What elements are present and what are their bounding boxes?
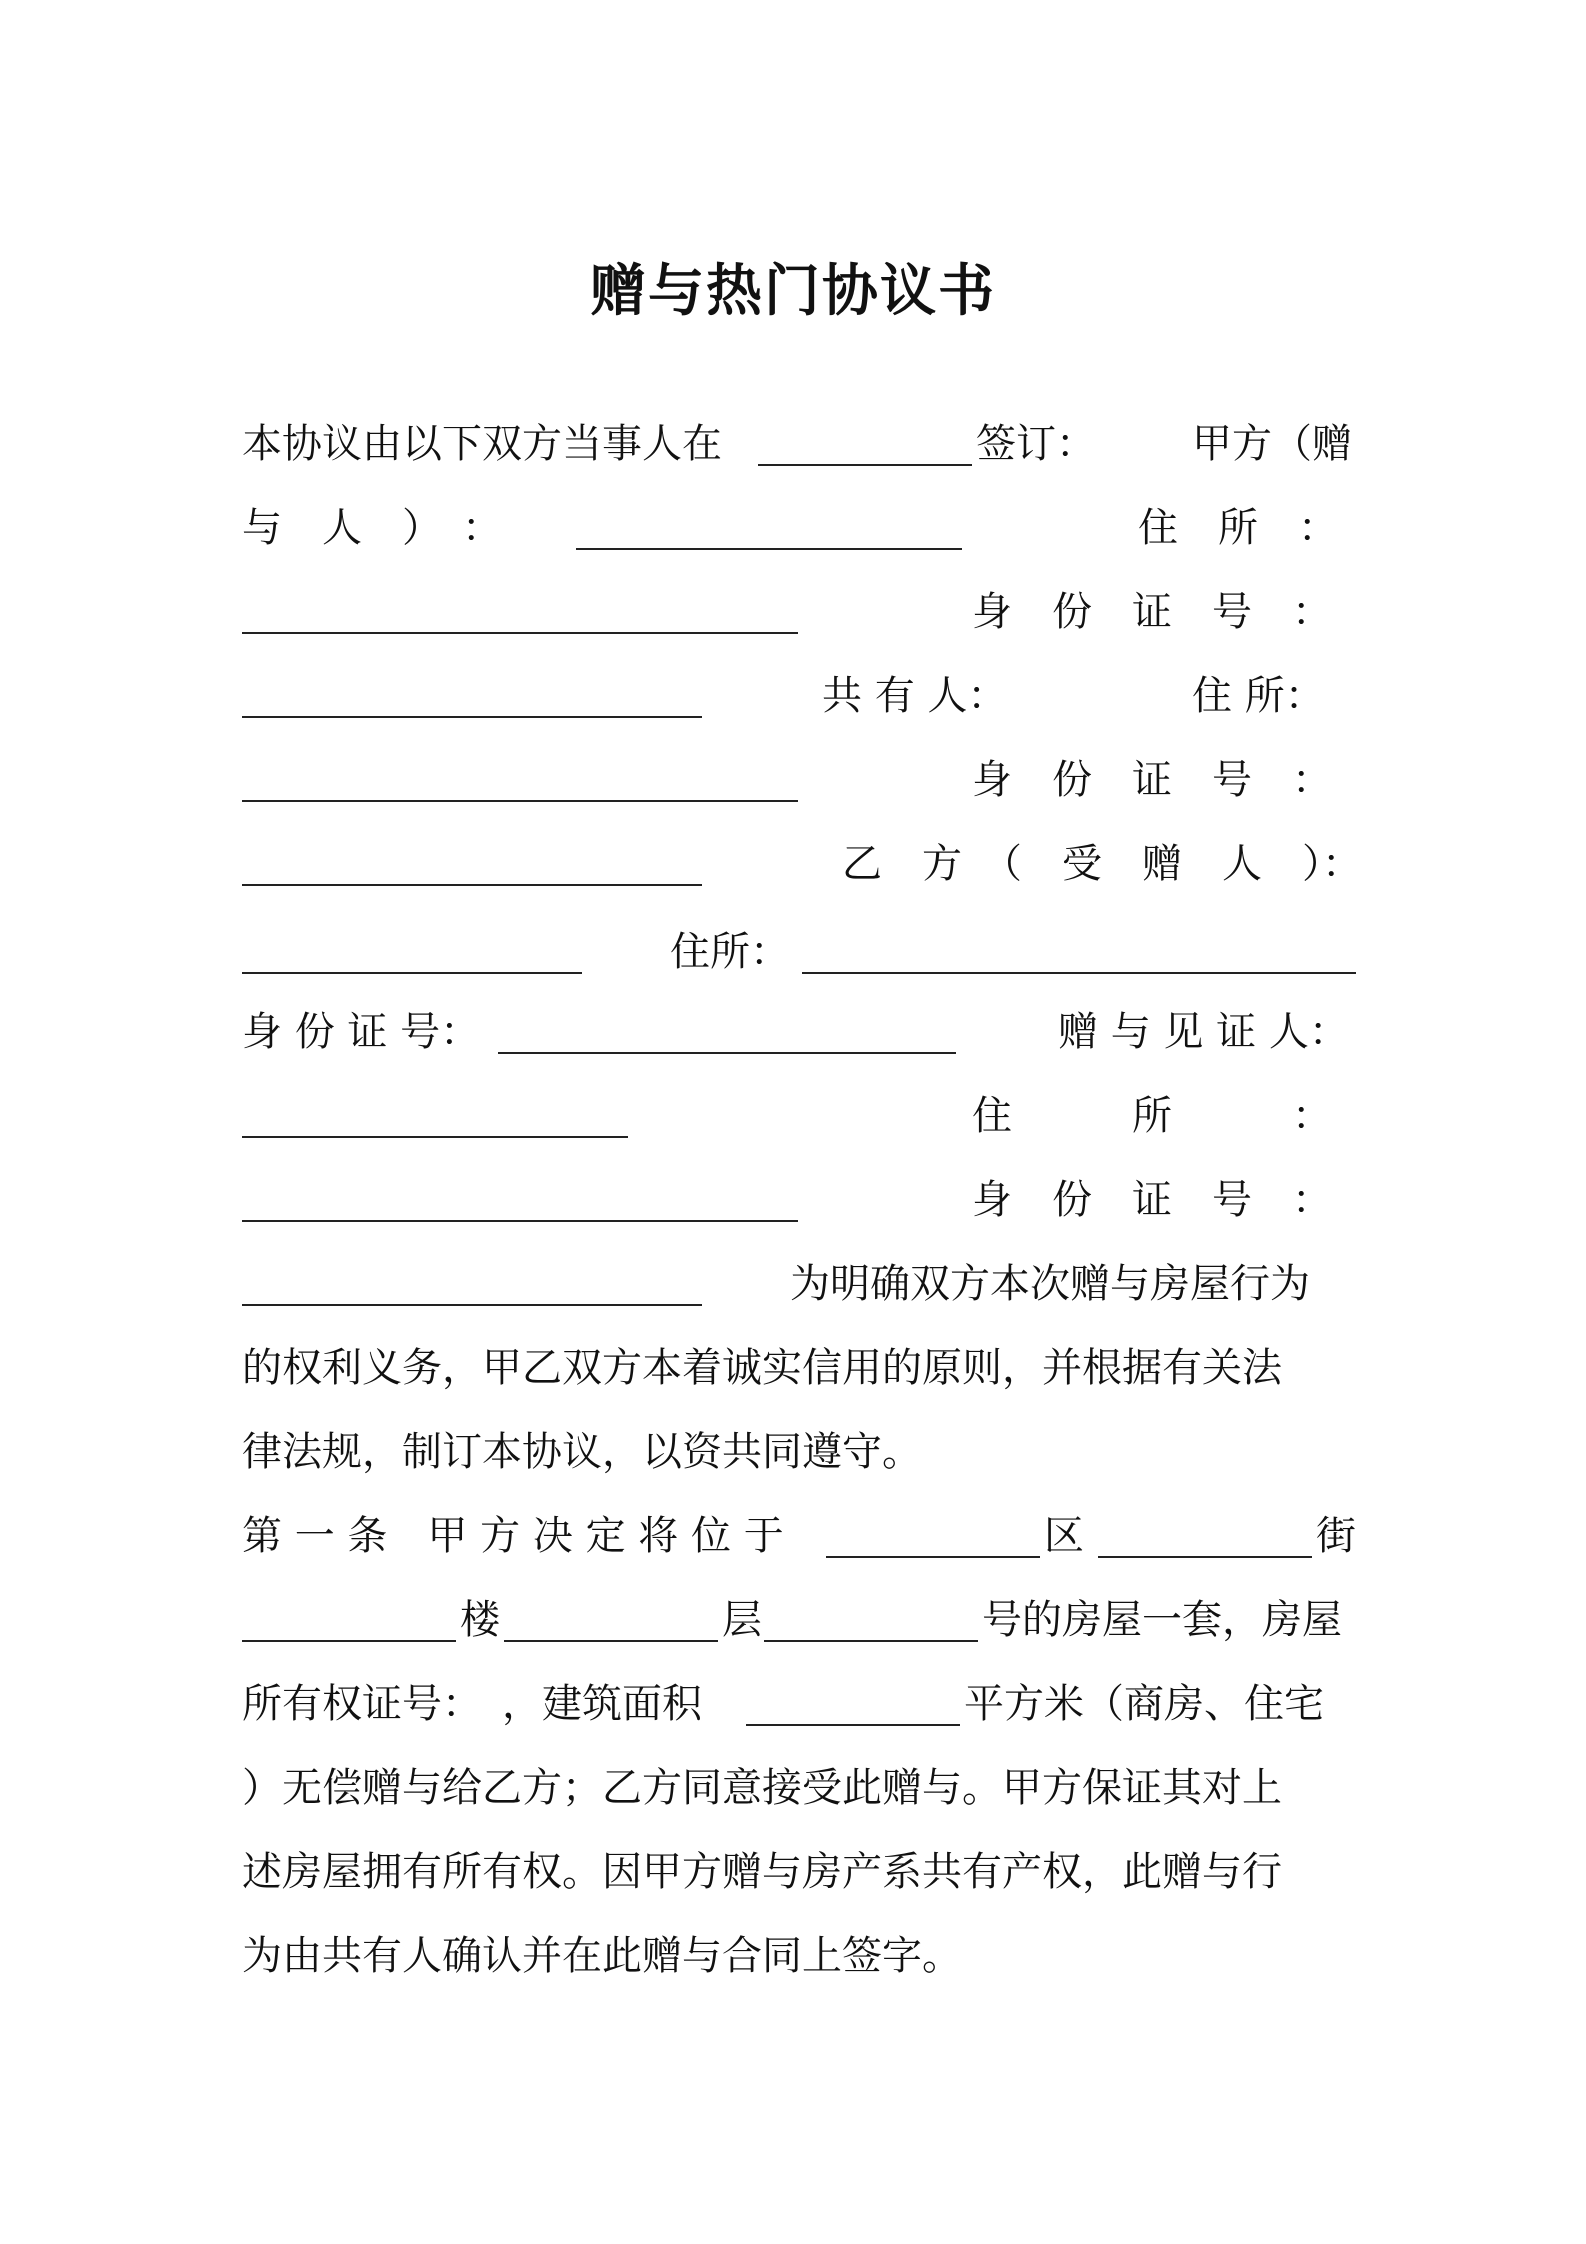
sign-label: 签订： [976,421,1096,467]
purpose-start: 为明确双方本次赠与房屋行为 [790,1261,1310,1307]
party-b-residence-label: 住所： [670,929,790,975]
floor-blank[interactable] [504,1558,718,1642]
street-label: 街 [1316,1513,1356,1559]
party-b-id-blank[interactable] [498,970,956,1054]
party-b-name-blank[interactable] [242,890,582,974]
article1-label: 第 一 条 甲 方 决 定 将 位 于 [242,1513,784,1559]
article1-line-3 [242,1662,1356,1746]
party-a-label-cont: 与 人 ） ： [242,505,502,551]
article1-line-4: ）无偿赠与给乙方；乙方同意接受此赠与。甲方保证其对上 [242,1765,1282,1811]
area-unit-label: 平方米（商房、住宅 [964,1681,1324,1727]
intro-line-11 [242,1242,1356,1326]
article1-line-5: 述房屋拥有所有权。因甲方赠与房产系共有产权，此赠与行 [242,1849,1282,1895]
co-owner-id-label: 身 份 证 号 ： [972,757,1332,803]
number-label: 号的房屋一套，房屋 [982,1597,1342,1643]
number-blank[interactable] [764,1558,978,1642]
co-owner-id-blank[interactable] [242,802,702,886]
party-b-residence-blank[interactable] [802,890,1356,974]
id-number-label: 身 份 证 号 ： [972,589,1332,635]
purpose-line-3: 律法规，制订本协议，以资共同遵守。 [242,1429,922,1475]
co-owner-residence-label: 住 所： [1192,673,1325,719]
party-a-residence-blank[interactable] [242,550,798,634]
party-a-name-blank[interactable] [576,466,962,550]
floor-label: 层 [722,1597,762,1643]
party-b-label: 乙 方 （ 受 赠 人 ）： [842,841,1362,887]
witness-id-blank[interactable] [242,1222,702,1306]
certificate-label: 所有权证号： ，建筑面积 [242,1681,702,1727]
building-blank[interactable] [242,1558,456,1642]
party-a-label: 甲方（赠 [1192,421,1352,467]
witness-id-label: 身 份 证 号 ： [972,1177,1332,1223]
article1-line-6: 为由共有人确认并在此赠与合同上签字。 [242,1933,962,1979]
intro-text: 本协议由以下双方当事人在 [242,421,722,467]
purpose-line-2: 的权利义务，甲乙双方本着诚实信用的原则，并根据有关法 [242,1345,1282,1391]
signing-place-blank[interactable] [758,382,972,466]
area-blank[interactable] [746,1642,960,1726]
building-label: 楼 [460,1597,500,1643]
party-b-id-label: 身 份 证 号： [242,1009,481,1055]
residence-label: 住 所 ： [1138,505,1338,551]
street-blank[interactable] [1098,1474,1312,1558]
co-owner-residence-blank[interactable] [242,718,798,802]
district-label: 区 [1044,1513,1084,1559]
co-owner-label: 共 有 人： [822,673,1008,719]
district-blank[interactable] [826,1474,1040,1558]
witness-name-blank[interactable] [242,1054,628,1138]
witness-residence-blank[interactable] [242,1138,798,1222]
witness-residence-label: 住 所 ： [972,1093,1332,1139]
document-title: 赠与热门协议书 [590,259,996,324]
party-a-id-blank[interactable] [242,634,702,718]
witness-label: 赠 与 见 证 人： [1058,1009,1349,1055]
